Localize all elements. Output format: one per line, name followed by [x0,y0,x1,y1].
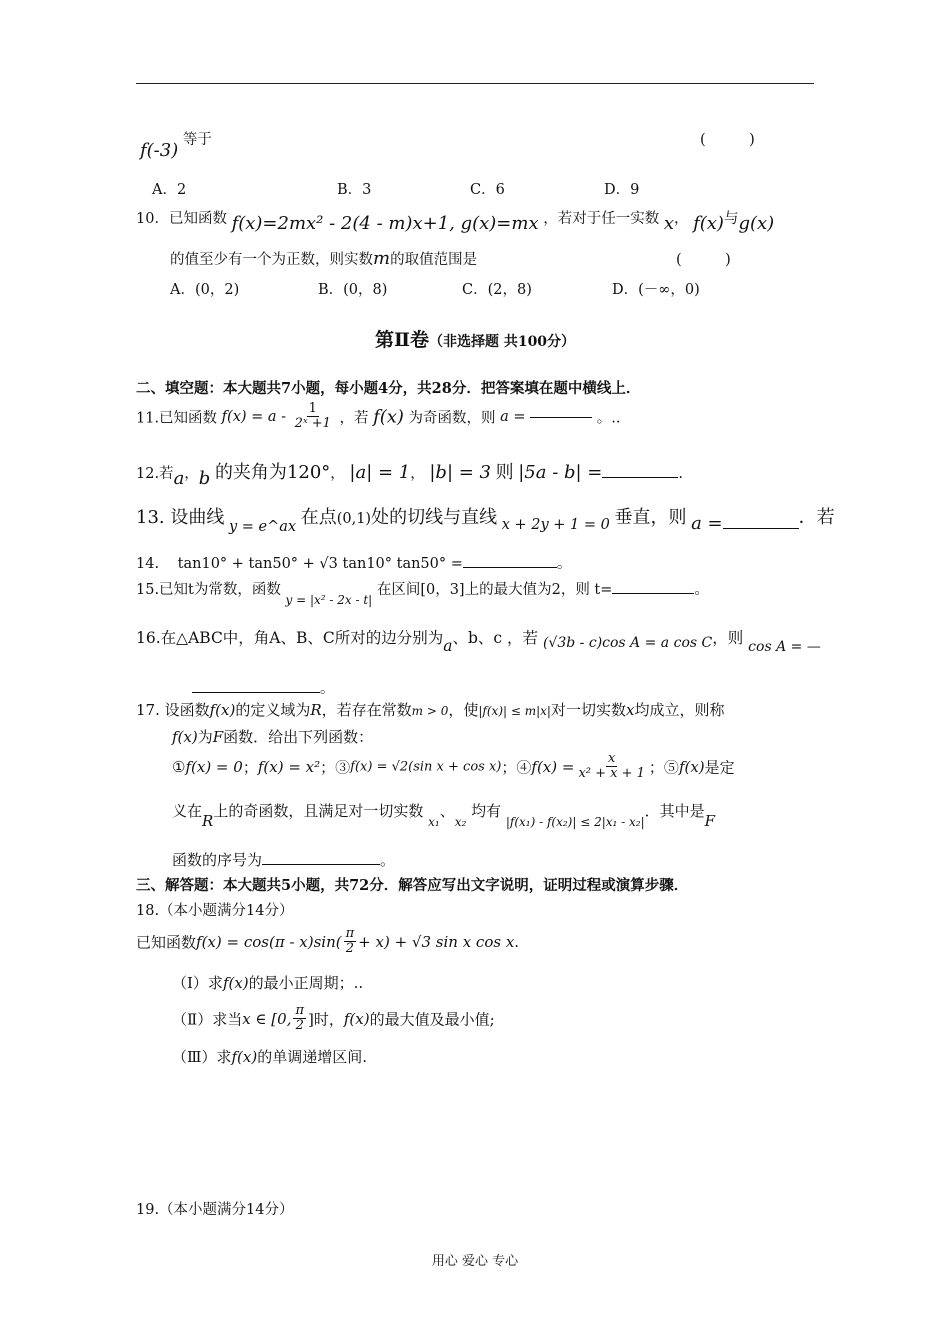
q10-var-m: m [373,248,391,269]
q12-abs-a: |a| = 1 [349,462,411,483]
q17-s1: ； [242,758,258,777]
q11-num: 1 [308,401,317,416]
q13-text2: 处的切线与直线 [371,507,498,528]
q15-func: y = |x² - 2x - t| [285,593,373,607]
q18-two: 2 [345,941,355,957]
q17-l4c: 均有 [471,802,502,820]
q17-e3: f(x) = √2(sin x + cos x) [350,759,502,775]
q18-p2f: f(x) [343,1009,370,1028]
q12-end: . [678,466,683,482]
q10-text2: 的值至少有一个为正数，则实数 [170,252,373,268]
q18-p3f: f(x) [231,1048,258,1066]
q9-option-b: B．3 [337,182,372,198]
q17-ineq2: |f(x₁) - f(x₂)| ≤ 2|x₁ - x₂| [505,815,645,829]
q16 [136,626,821,655]
q11-func: f(x) = a - [221,408,291,425]
q17-t5: 均成立，则称 [634,701,725,719]
q17-pre: 17. 设函数 [136,701,210,719]
q15-answer-blank[interactable] [612,592,694,594]
q17-s5: 是定 [704,758,735,777]
q13-point: (0,1) [336,511,372,527]
q17-e1: f(x) = 0 [185,757,243,776]
q17-l4d: ．其中是 [644,802,705,820]
q18-part2 [172,1004,495,1034]
q17-e5: f(x) [678,757,705,776]
q11-f2: f(x) [373,406,404,428]
q17-x2: x₂ [454,815,467,829]
q13-a: a = [691,513,723,534]
q18-p2c: ]时， [308,1010,344,1029]
q11-fraction [293,402,333,432]
q17-answer-blank[interactable] [262,863,380,865]
q13-text3: 垂直，则 [614,507,687,528]
q13-line: x + 2y + 1 = 0 [501,517,610,533]
q17-ineq: |f(x)| ≤ m|x| [478,704,551,718]
q11-mid: ，若 [339,410,369,427]
q13 [136,503,835,535]
part-3-header: 三、解答题：本大题共5小题，共72分．解答应写出文字说明，证明过程或演算步骤． [136,877,689,894]
q10-var-x: x [663,213,674,234]
q17-i1: ① [172,757,186,776]
q12-a: a [173,468,185,489]
q18-dot: . [514,932,520,951]
q10-gx: g(x) [738,213,775,234]
q12-text1: 的夹角为 [214,462,287,483]
q12-abs-b: |b| = 3 [429,462,491,483]
q17-m: m > 0 [411,704,449,718]
q17-line3 [172,752,735,782]
q14-answer-blank[interactable] [463,566,557,568]
q10-line1 [136,207,775,234]
q17-e2: f(x) = x² [257,757,321,776]
section-2-label: 第Ⅱ卷 [374,329,429,351]
q17-t1: 的定义域为 [235,701,311,719]
q17-line1 [136,699,724,720]
q18-p2a: （Ⅱ）求当 [172,1010,243,1029]
q18-p2d: 的最大值及最小值; [369,1010,495,1029]
q13-answer-blank[interactable] [723,527,799,529]
q10-text3: 的取值范围是 [390,252,478,268]
q18-pi: π [345,926,355,941]
q17-n4: x [608,751,616,766]
q16-answer-blank[interactable] [192,691,320,693]
q17-s2: ；③ [320,758,351,777]
q18-p1a: （Ⅰ）求 [172,974,223,992]
q18-p2x: x ∈ [0, [242,1009,292,1028]
q12-comma1: ， [330,466,345,482]
q9-answer-paren: ( ) [700,132,755,148]
q14-expr: tan10° + tan50° + √3 tan10° tan50° = [177,556,463,572]
q17-t3: ，使 [448,701,479,719]
q18-part3 [172,1046,367,1067]
q11-pre: 11.已知函数 [136,410,218,427]
q17-line5 [172,849,395,870]
q18-func: f(x) = cos(π - x)sin( [196,932,342,951]
q16-answer-line [192,677,335,698]
q16-expr: (√3b - c)cos A = a cos C [542,635,713,651]
q10-with: 与 [723,211,739,227]
q12-sep: ， [184,466,199,482]
q16-a: a [443,637,453,655]
q18-part1 [172,972,363,993]
q17-F: F [212,728,224,746]
q10-comma: ， [673,211,689,227]
q17-F2: F [704,812,716,830]
q10-number: 10．已知函数 [136,211,227,227]
q9-option-c: C．6 [470,182,505,198]
q17-t2: ，若存在常数 [321,701,412,719]
q9-option-d: D．9 [604,182,640,198]
q18-p2pi: π [295,1003,305,1018]
q19-title: 19.（本小题满分14分） [136,1202,294,1218]
q17-e4: f(x) = [531,757,575,776]
q17-R: R [310,701,322,719]
q15-post: 在区间[0，3]上的最大值为2，则 t= [376,582,613,598]
q9-text: 等于 [182,132,212,148]
q12-pre: 12.若 [136,466,174,482]
q9-expr: f(-3) [140,140,179,161]
q9-stem [140,128,212,161]
q18-stem [136,927,519,957]
q18-title: 18.（本小题满分14分） [136,903,294,919]
top-rule [136,83,814,84]
q11-post: 为奇函数，则 [408,410,496,427]
q15-pre: 15.已知t为常数，函数 [136,582,281,598]
part-2-header: 二、填空题：本大题共7小题，每小题4分，共28分．把答案填在题中横线上． [136,380,641,397]
q18-p1f: f(x) [222,974,249,992]
q17-l2-wei: 为 [197,728,213,746]
q12-b: b [198,468,211,489]
q12-answer-blank[interactable] [602,476,678,478]
q12-angle: 120° [286,462,331,483]
q18-fraction [344,927,357,957]
q17-l2-text: 函数．给出下列函数： [223,728,374,746]
q17-end: 。 [380,851,396,869]
q17-x: x [625,701,635,719]
q13-pre: 13. 设曲线 [136,507,225,528]
q10-option-d: D．(－∞，0) [612,282,700,298]
q17-s4: ；⑤ [648,758,679,777]
q10-fx: f(x) [693,213,724,234]
q17-l4a: 义在 [172,802,203,820]
q10-text: ，若对于任一实数 [543,211,660,227]
q17-t4: 对一切实数 [550,701,626,719]
q10-answer-paren: ( ) [676,252,731,268]
page-footer: 用心 爱心 专心 [431,1254,519,1269]
q14-end: 。 [556,556,572,572]
q12-text2: 则 [495,462,514,483]
q11-answer-blank[interactable] [530,416,592,418]
q16-post: ，则 [712,629,744,647]
q18-tail: + x) + √3 sin x cos x [358,932,515,951]
section-2-sub: （非选择题 共100分） [428,334,576,350]
q17-sep: 、 [439,802,455,820]
section-2-title [0,325,950,352]
q17-f: f(x) [209,701,236,719]
q18-p1b: 的最小正周期；.. [248,974,364,992]
q17-l5: 函数的序号为 [172,851,263,869]
q10-function-def: f(x)=2mx² - 2(4 - m)x+1, g(x)=mx [231,213,539,234]
q13-end: ．若 [798,507,835,528]
q11-a: a = [500,408,526,425]
q10-option-b: B．(0，8) [318,282,388,298]
q11-den: 2ˣ +1 [294,416,331,432]
q17-l4b: 上的奇函数，且满足对一切实数 [213,802,424,820]
q12-comma2: ， [410,466,425,482]
q13-text1: 在点 [300,507,337,528]
q17-x1: x₁ [428,815,440,829]
q12-expr: |5a - b| = [518,462,603,483]
q16-cos: cos A = — [748,639,821,655]
q17-R2: R [202,812,214,830]
q17-s3: ；④ [501,758,532,777]
q17-fraction [576,752,646,782]
q17-l2-f: f(x) [172,728,198,746]
q11 [136,402,621,432]
q18-p2two: 2 [295,1018,304,1034]
q10-option-a: A．(0，2) [170,282,240,298]
q18-pre: 已知函数 [136,933,197,952]
q15-end: 。 [694,582,709,598]
q14-pre: 14. [136,556,160,572]
q13-curve: y = e^ax [228,519,297,535]
q14 [136,552,571,573]
q15 [136,578,709,607]
q17-line2 [172,726,373,747]
q17-d4: x² + x + 1 [578,766,645,782]
q16-end: 。 [320,681,335,697]
q18-p2-fraction [293,1004,306,1034]
q9-option-a: A．2 [152,182,187,198]
q10-line2 [170,248,477,269]
q16-rest: 、b、c ，若 [452,629,539,647]
q18-p3b: 的单调递增区间. [257,1048,367,1066]
q10-option-c: C．(2，8) [462,282,532,298]
q18-p3a: （Ⅲ）求 [172,1048,232,1066]
q11-end: 。.. [596,410,621,427]
q16-pre: 16.在△ABC中，角A、B、C所对的边分别为 [136,629,444,647]
q12 [136,458,683,489]
